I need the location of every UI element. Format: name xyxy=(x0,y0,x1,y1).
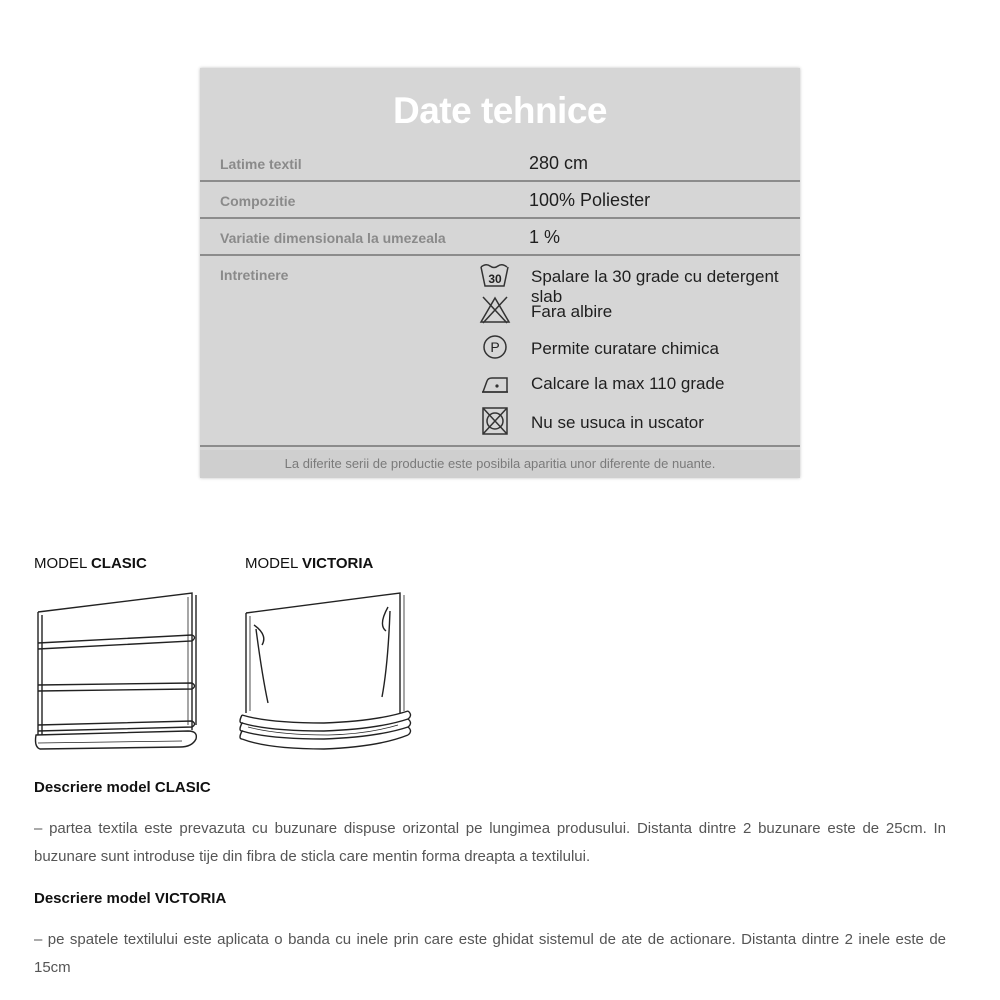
care-item-wash xyxy=(200,260,800,306)
care-label: Intretinere xyxy=(220,267,289,283)
technical-data-card xyxy=(200,68,800,478)
care-text: Nu se usuca in uscator xyxy=(531,413,704,432)
spec-label: Variatie dimensionala la umezeala xyxy=(220,230,446,246)
spec-value: 280 cm xyxy=(529,153,589,173)
dry-clean-letter: P xyxy=(490,339,500,355)
model-clasic-title xyxy=(34,555,147,572)
victoria-blind-illustration xyxy=(238,585,413,765)
spec-label: Compozitie xyxy=(220,193,296,209)
row-divider xyxy=(200,445,800,447)
model-prefix: MODEL xyxy=(245,555,302,572)
clasic-blind-illustration xyxy=(30,585,202,760)
spec-value: 100% Poliester xyxy=(529,190,651,210)
care-text: Fara albire xyxy=(531,302,613,321)
model-name: VICTORIA xyxy=(301,555,374,572)
footnote-strip xyxy=(200,450,800,478)
spec-value: 1 % xyxy=(529,227,561,247)
spec-title: Date tehnice xyxy=(392,90,607,131)
wash-30-icon xyxy=(478,260,512,290)
care-text: Calcare la max 110 grade xyxy=(531,374,725,393)
model-victoria-title xyxy=(245,555,373,572)
care-item-no-tumble-dry xyxy=(200,406,800,442)
clasic-description-heading: Descriere model CLASIC xyxy=(34,779,211,796)
model-name: CLASIC xyxy=(90,555,147,572)
no-bleach-icon xyxy=(478,295,512,325)
spec-label: Latime textil xyxy=(220,156,302,172)
dry-clean-p-icon xyxy=(478,332,512,362)
care-text: Permite curatare chimica xyxy=(531,339,720,358)
care-item-iron xyxy=(200,367,800,403)
care-text: Spalare la 30 grade cu detergent slab xyxy=(531,267,779,306)
row-divider xyxy=(200,217,800,219)
care-item-dry-clean xyxy=(200,332,800,368)
production-footnote: La diferite serii de productie este posibila aparitia unor diferente de nuante. xyxy=(284,456,716,471)
model-prefix: MODEL xyxy=(34,555,91,572)
clasic-description-text: – partea textila este prevazuta cu buzunare dispuse orizontal pe lungimea produsului. Distanta dintre 2 buzunare este de 25cm. In buzunare sunt introduse tije din fibra de sticla care mentin forma dreapta a textilului. xyxy=(34,820,946,865)
care-item-no-bleach xyxy=(200,295,800,331)
iron-icon xyxy=(478,367,512,397)
no-tumble-dry-icon xyxy=(478,406,512,436)
victoria-description-heading: Descriere model VICTORIA xyxy=(34,890,227,907)
victoria-description-text: – pe spatele textilului este aplicata o banda cu inele prin care este ghidat sistemul de ate de actionare. Distanta dintre 2 inele este de 15cm xyxy=(34,931,946,976)
row-divider xyxy=(200,254,800,256)
wash-temp-text: 30 xyxy=(488,272,502,286)
row-divider xyxy=(200,180,800,182)
